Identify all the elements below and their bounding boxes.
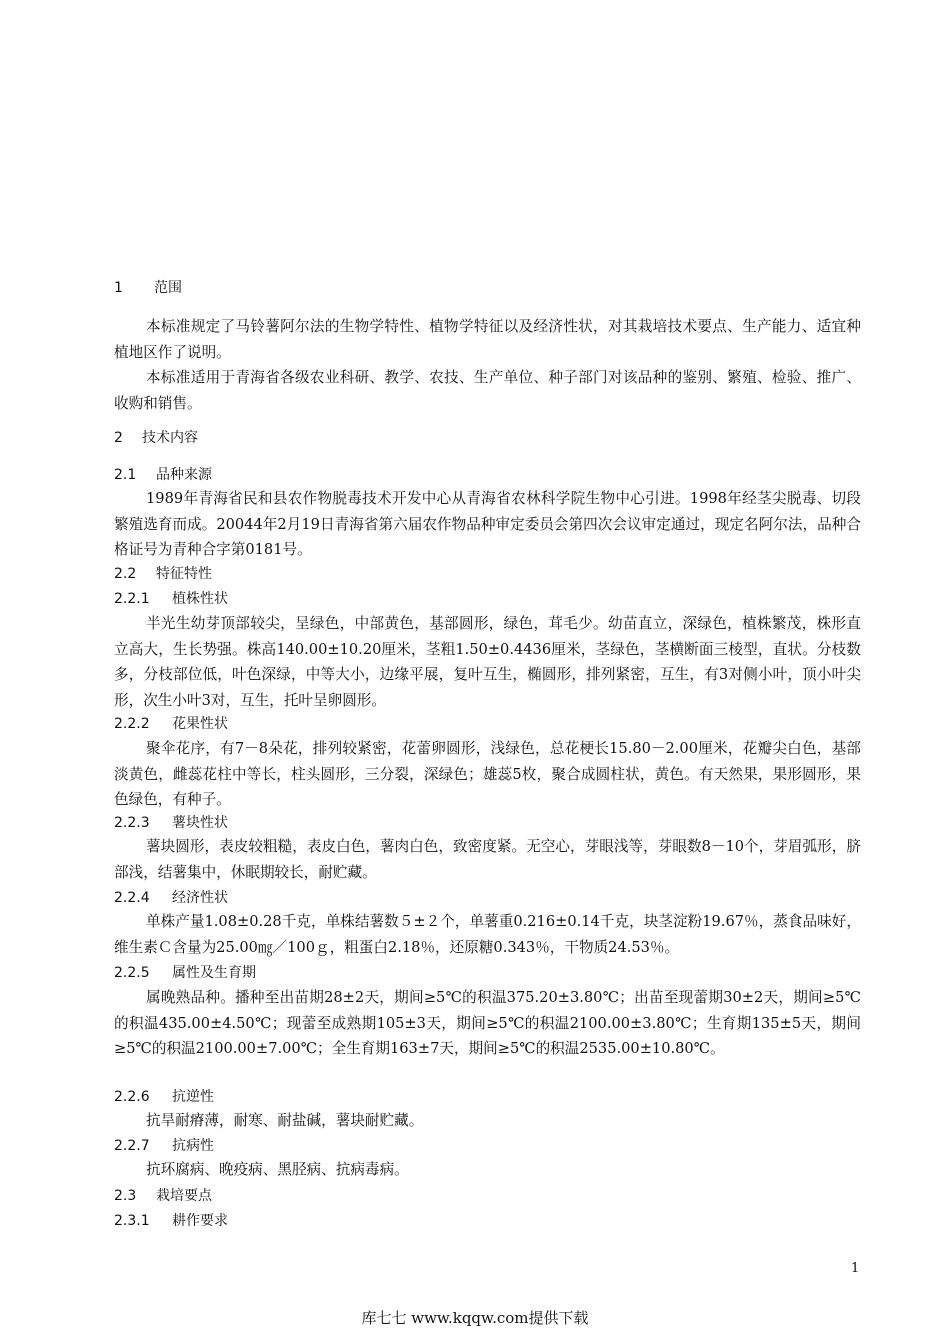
- section-heading-2-2-7: [114, 1136, 214, 1156]
- paragraph-maturity-period: 属晚熟品种。播种至出苗期28±2天，期间≥5℃的积温375.20±3.80℃；出苗至现蕾期30±2天，期间≥5℃的积温435.00±4.50℃；现蕾至成熟期105±3天，期间≥5℃的积温2100.00±3.80℃；生育期135±5天，期间≥5℃的积温2100.00±7.00℃；全生育期163±7天，期间≥5℃的积温2535.00±10.80℃。: [114, 989, 861, 1057]
- section-number: 2.3: [114, 1188, 137, 1204]
- section-number: 2.2.3: [114, 815, 150, 831]
- section-number: 2.3.1: [114, 1213, 150, 1229]
- section-heading-2-2: [114, 564, 212, 584]
- section-heading-2-2-6: [114, 1087, 214, 1107]
- section-heading-2: [114, 428, 198, 448]
- section-heading-2-2-3: [114, 813, 228, 833]
- section-title: 范围: [154, 280, 182, 296]
- paragraph-disease-resistance: 抗环腐病、晚疫病、黑胫病、抗病毒病。: [146, 1161, 409, 1178]
- section-heading-2-1: [114, 465, 212, 485]
- section-title: 抗逆性: [172, 1089, 214, 1105]
- section-title: 植株性状: [172, 591, 228, 607]
- section-number: 1: [114, 280, 123, 296]
- section-title: 抗病性: [172, 1138, 214, 1154]
- section-heading-2-2-2: [114, 714, 228, 734]
- section-title: 耕作要求: [172, 1213, 228, 1229]
- section-title: 属性及生育期: [172, 965, 256, 981]
- section-title: 栽培要点: [156, 1188, 212, 1204]
- section-number: 2.2: [114, 566, 137, 582]
- section-title: 技术内容: [142, 430, 198, 446]
- section-title: 特征特性: [156, 566, 212, 582]
- section-number: 2.2.4: [114, 890, 150, 906]
- download-footer: 库七七 www.kqqw.com提供下载: [361, 1309, 589, 1327]
- section-heading-2-3: [114, 1186, 212, 1206]
- section-number: 2.2.1: [114, 591, 150, 607]
- section-heading-2-3-1: [114, 1211, 228, 1231]
- section-title: 经济性状: [172, 890, 228, 906]
- paragraph-tuber-traits: 薯块圆形，表皮较粗糙，表皮白色，薯肉白色，致密度紧。无空心，芽眼浅等，芽眼数8－10个，芽眉弧形，脐部浅，结薯集中，休眠期较长，耐贮藏。: [114, 838, 861, 881]
- section-title: 品种来源: [156, 467, 212, 483]
- paragraph-economic-traits: 单株产量1.08±0.28千克，单株结薯数５±２个，单薯重0.216±0.14千克，块茎淀粉19.67％，蒸食品味好，维生素Ｃ含量为25.00㎎／100ｇ，粗蛋白2.18％，还原糖0.343％，干物质24.53％。: [114, 913, 861, 956]
- section-heading-2-2-5: [114, 963, 256, 983]
- section-number: 2.1: [114, 467, 137, 483]
- page-number: 1: [851, 1261, 860, 1276]
- section-number: 2: [114, 430, 123, 446]
- section-number: 2.2.2: [114, 716, 150, 732]
- paragraph-scope-1: 本标准规定了马铃薯阿尔法的生物学特性、植物学特征以及经济性状，对其栽培技术要点、生产能力、适宜种植地区作了说明。: [114, 318, 861, 361]
- section-title: 薯块性状: [172, 815, 228, 831]
- paragraph-scope-2: 本标准适用于青海省各级农业科研、教学、农技、生产单位、种子部门对该品种的鉴别、繁殖、检验、推广、收购和销售。: [114, 369, 861, 412]
- section-number: 2.2.6: [114, 1089, 150, 1105]
- section-heading-2-2-4: [114, 888, 228, 908]
- section-number: 2.2.5: [114, 965, 150, 981]
- section-heading-2-2-1: [114, 589, 228, 609]
- paragraph-flower-fruit-traits: 聚伞花序，有7－8朵花，排列较紧密，花蕾卵圆形，浅绿色，总花梗长15.80－2.00厘米，花瓣尖白色，基部淡黄色，雌蕊花柱中等长，柱头圆形，三分裂，深绿色；雄蕊5枚，聚合成圆柱状，黄色。有天然果，果形圆形，果色绿色，有种子。: [114, 740, 861, 808]
- section-heading-1: [114, 278, 182, 298]
- section-title: 花果性状: [172, 716, 228, 732]
- paragraph-plant-traits: 半光生幼芽顶部较尖，呈绿色，中部黄色，基部圆形，绿色，茸毛少。幼苗直立，深绿色，植株繁茂，株形直立高大，生长势强。株高140.00±10.20厘米，茎粗1.50±0.4436厘米，茎绿色，茎横断面三棱型，直状。分枝数多，分枝部位低，叶色深绿，中等大小，边缘平展，复叶互生，椭圆形，排列紧密，互生，有3对侧小叶，顶小叶尖形，次生小叶3对，互生，托叶呈卵圆形。: [114, 615, 861, 709]
- paragraph-variety-origin: 1989年青海省民和县农作物脱毒技术开发中心从青海省农林科学院生物中心引进。1998年经茎尖脱毒、切段繁殖选育而成。20044年2月19日青海省第六届农作物品种审定委员会第四次会议审定通过，现定名阿尔法，品种合格证号为青种合字第0181号。: [114, 490, 861, 558]
- section-number: 2.2.7: [114, 1138, 150, 1154]
- paragraph-stress-resistance: 抗旱耐瘠薄，耐寒、耐盐碱，薯块耐贮藏。: [146, 1112, 424, 1129]
